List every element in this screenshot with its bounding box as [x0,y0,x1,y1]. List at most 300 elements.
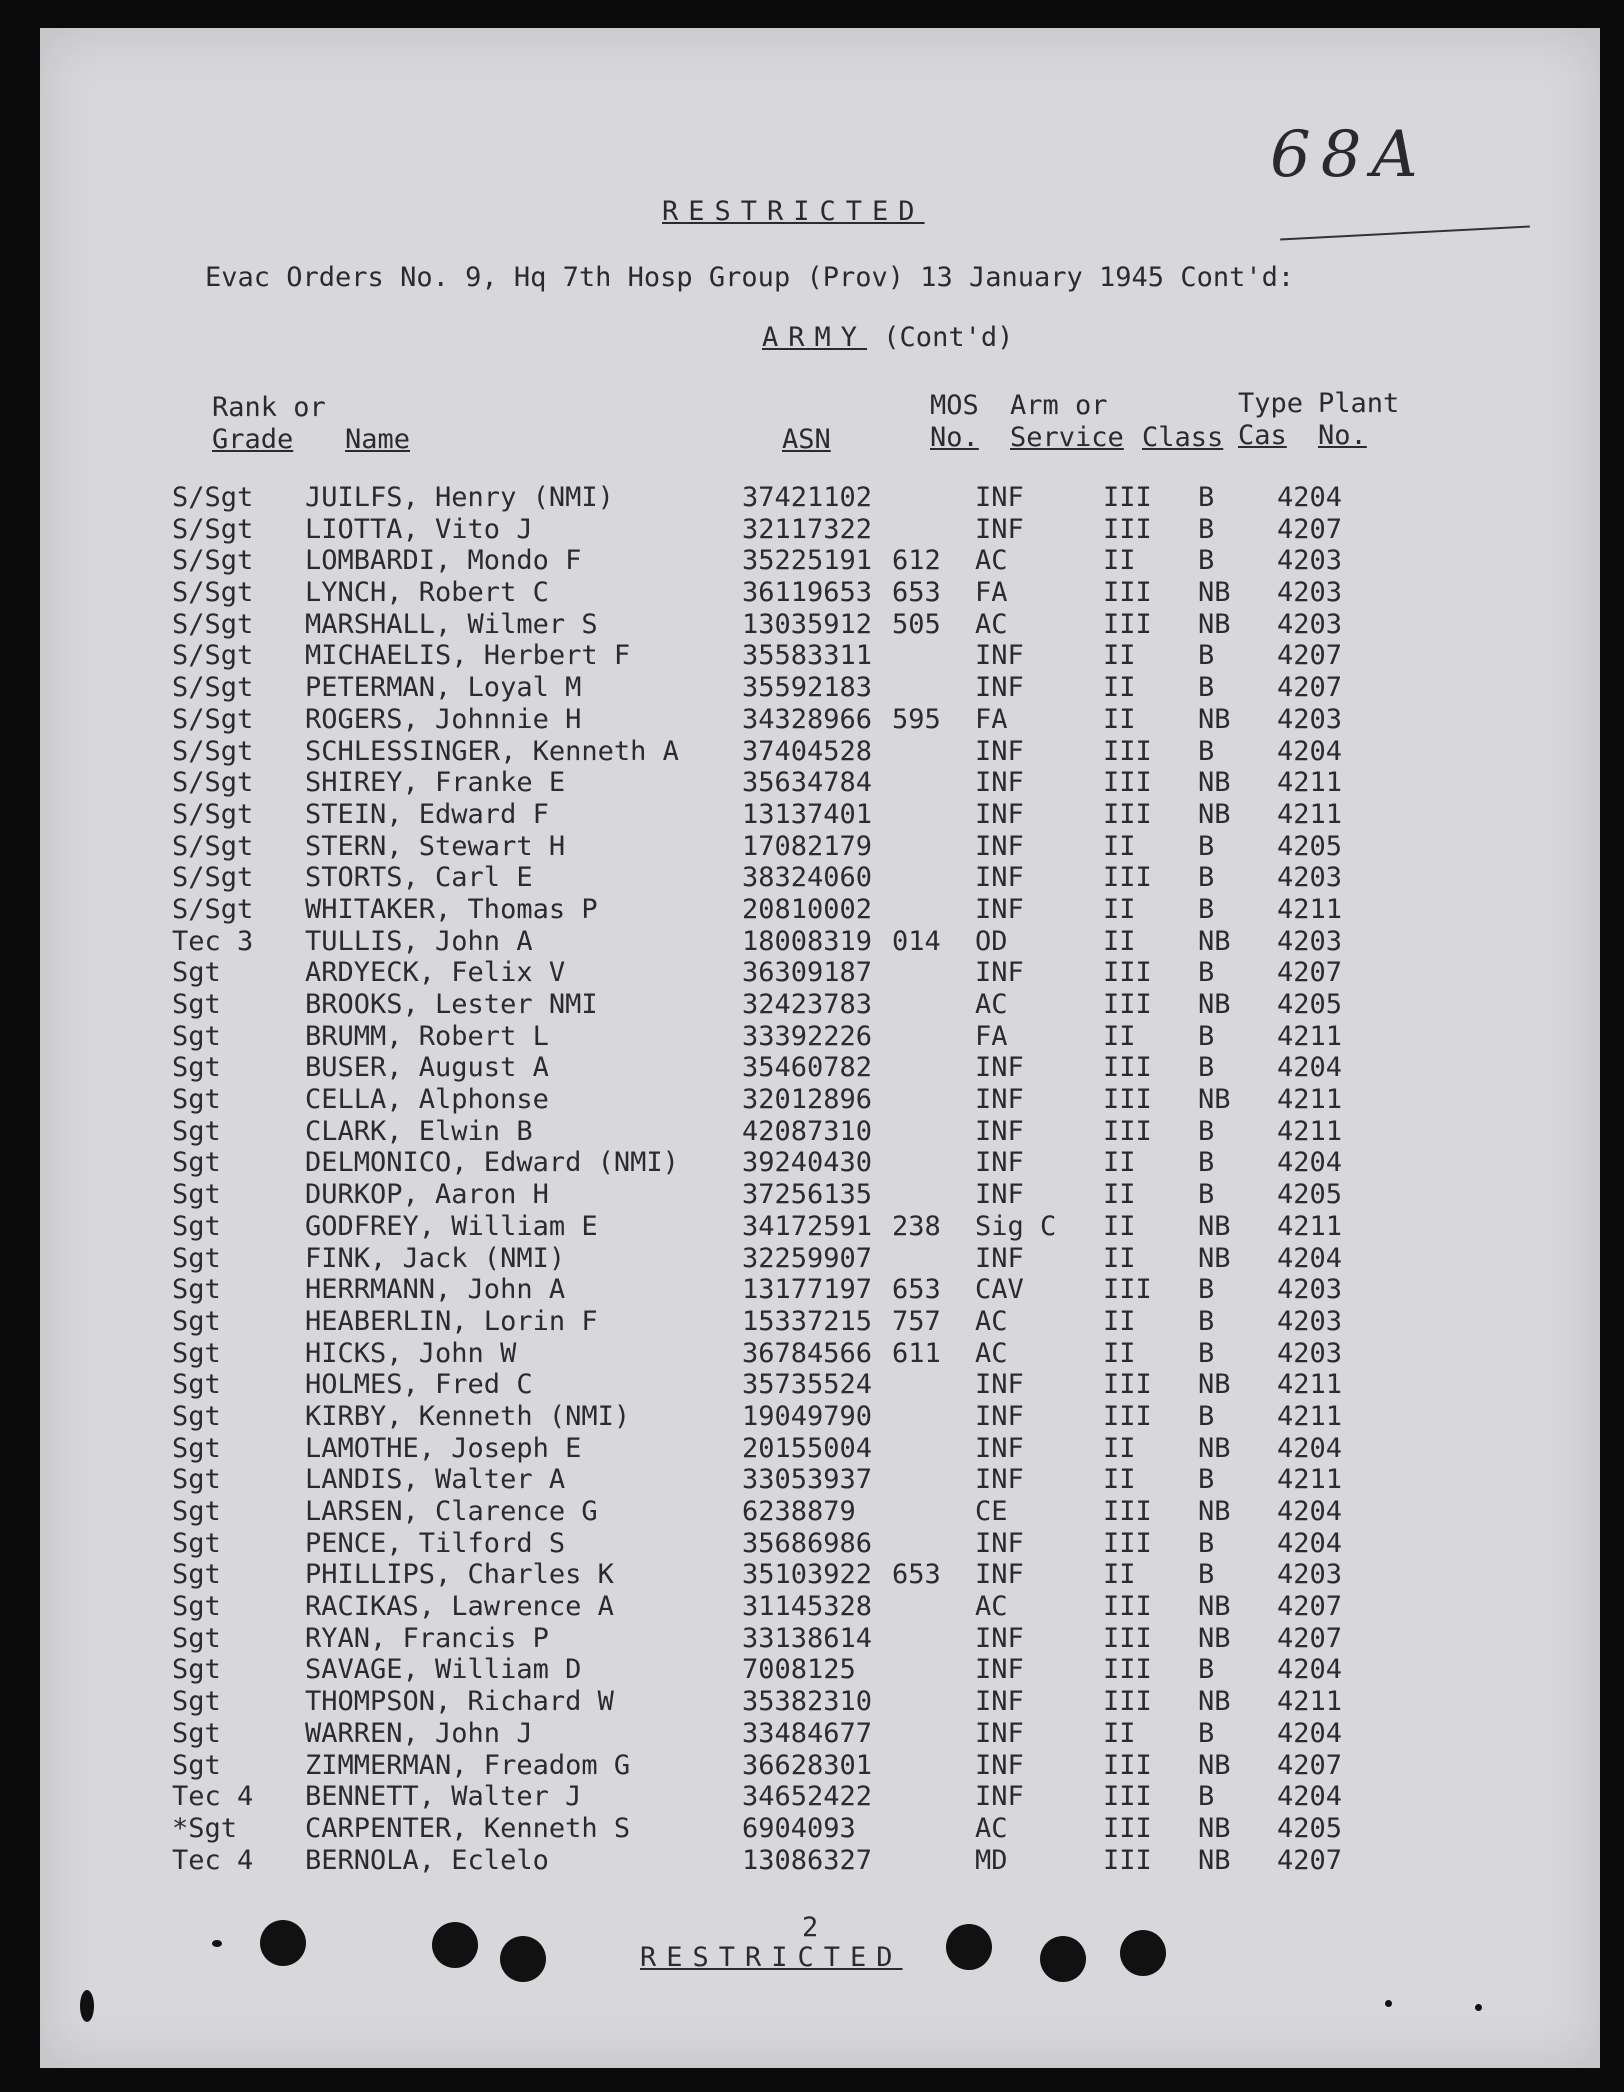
cell-class: III [1103,1274,1152,1306]
table-row [0,577,1624,609]
cell-plant: 4205 [1277,1179,1343,1211]
roster-table [0,482,1624,1876]
cell-asn: 33138614 [742,1622,873,1654]
cell-mos: 505 [892,608,941,640]
cell-name: LOMBARDI, Mondo F [305,545,582,577]
cell-mos: 014 [892,925,941,957]
punch-hole [260,1920,306,1966]
table-row [0,1528,1624,1560]
cell-rank: S/Sgt [172,672,254,704]
cell-plant: 4207 [1277,957,1343,989]
cell-name: LIOTTA, Vito J [305,513,533,545]
cell-name: SHIREY, Franke E [305,767,566,799]
cell-asn: 19049790 [742,1400,873,1432]
cell-asn: 37404528 [742,735,873,767]
cell-class: II [1103,830,1136,862]
cell-rank: Sgt [172,1020,221,1052]
cell-plant: 4205 [1277,989,1343,1020]
cell-rank: S/Sgt [172,767,254,799]
table-row [0,1243,1624,1275]
cell-class: III [1103,513,1152,545]
handwritten-page-mark: 68A [1270,118,1428,192]
table-row [0,1750,1624,1782]
cell-class: II [1103,1717,1136,1749]
cell-rank: Sgt [172,1432,221,1464]
table-row [0,1591,1624,1623]
cell-asn: 13137401 [742,798,873,830]
cell-type: B [1198,1305,1215,1337]
cell-type: NB [1198,925,1231,957]
cell-asn: 36119653 [742,577,873,609]
col-header-arm: Arm or Service [1010,390,1124,453]
cell-class: III [1103,735,1152,767]
cell-asn: 32423783 [742,989,873,1020]
cell-name: JUILFS, Henry (NMI) [305,482,614,513]
cell-asn: 35583311 [742,640,873,672]
cell-plant: 4204 [1277,1717,1343,1749]
cell-name: KIRBY, Kenneth (NMI) [305,1400,631,1432]
cell-class: III [1103,1654,1152,1686]
cell-class: II [1103,1432,1136,1464]
orders-subtitle: Evac Orders No. 9, Hq 7th Hosp Group (Prov) 13 January 1945 Cont'd: [205,262,1295,293]
cell-rank: Sgt [172,1274,221,1306]
cell-class: III [1103,482,1152,513]
cell-class: III [1103,577,1152,609]
cell-rank: S/Sgt [172,513,254,545]
cell-plant: 4207 [1277,1622,1343,1654]
cell-class: II [1103,1464,1136,1496]
cell-plant: 4203 [1277,1274,1343,1306]
cell-rank: Sgt [172,1084,221,1116]
cell-class: II [1103,1305,1136,1337]
cell-rank: S/Sgt [172,893,254,925]
cell-arm: INF [975,482,1024,513]
cell-name: HOLMES, Fred C [305,1369,533,1401]
ink-speck [1385,2000,1392,2007]
cell-plant: 4211 [1277,1084,1343,1116]
cell-arm: OD [975,925,1008,957]
table-row [0,989,1624,1021]
punch-hole [1040,1936,1086,1982]
cell-name: CLARK, Elwin B [305,1115,533,1147]
col-header-class: Class [1142,422,1224,453]
cell-type: B [1198,1115,1215,1147]
cell-arm: FA [975,1020,1008,1052]
cell-type: NB [1198,798,1231,830]
cell-name: STEIN, Edward F [305,798,549,830]
cell-class: III [1103,989,1152,1020]
cell-arm: INF [975,735,1024,767]
table-row [0,831,1624,863]
cell-plant: 4207 [1277,1844,1343,1876]
cell-name: BUSER, August A [305,1052,549,1084]
cell-type: NB [1198,703,1231,735]
cell-type: B [1198,1464,1215,1496]
cell-arm: INF [975,957,1024,989]
cell-type: B [1198,1337,1215,1369]
cell-rank: Sgt [172,1115,221,1147]
cell-name: SCHLESSINGER, Kenneth A [305,735,679,767]
cell-asn: 35382310 [742,1686,873,1718]
cell-asn: 39240430 [742,1147,873,1179]
cell-rank: Sgt [172,1147,221,1179]
cell-arm: FA [975,577,1008,609]
cell-class: III [1103,1052,1152,1084]
cell-plant: 4207 [1277,640,1343,672]
cell-class: III [1103,1591,1152,1623]
cell-name: CARPENTER, Kenneth S [305,1812,631,1844]
cell-plant: 4203 [1277,608,1343,640]
cell-rank: S/Sgt [172,862,254,894]
cell-plant: 4204 [1277,482,1343,513]
cell-mos: 653 [892,1274,941,1306]
cell-mos: 612 [892,545,941,577]
cell-name: GODFREY, William E [305,1210,598,1242]
section-heading [762,322,1013,353]
cell-class: III [1103,1369,1152,1401]
cell-name: HEABERLIN, Lorin F [305,1305,598,1337]
cell-rank: S/Sgt [172,703,254,735]
cell-arm: CAV [975,1274,1024,1306]
cell-type: B [1198,957,1215,989]
cell-arm: INF [975,798,1024,830]
cell-rank: Sgt [172,1464,221,1496]
cell-plant: 4203 [1277,703,1343,735]
cell-plant: 4204 [1277,1147,1343,1179]
table-row [0,482,1624,514]
cell-rank: *Sgt [172,1812,238,1844]
cell-asn: 36784566 [742,1337,873,1369]
cell-name: LANDIS, Walter A [305,1464,566,1496]
table-row [0,704,1624,736]
cell-arm: INF [975,1654,1024,1686]
cell-rank: Sgt [172,1400,221,1432]
cell-name: LAMOTHE, Joseph E [305,1432,582,1464]
cell-asn: 33484677 [742,1717,873,1749]
cell-plant: 4205 [1277,1812,1343,1844]
cell-asn: 7008125 [742,1654,856,1686]
cell-arm: INF [975,1622,1024,1654]
cell-name: RACIKAS, Lawrence A [305,1591,614,1623]
cell-asn: 20155004 [742,1432,873,1464]
table-row [0,545,1624,577]
cell-asn: 20810002 [742,893,873,925]
col-header-plant: Plant No. [1318,388,1400,451]
cell-class: II [1103,1020,1136,1052]
cell-arm: AC [975,989,1008,1020]
cell-plant: 4204 [1277,1654,1343,1686]
cell-class: II [1103,545,1136,577]
cell-rank: Sgt [172,1654,221,1686]
cell-class: II [1103,1147,1136,1179]
cell-arm: INF [975,1749,1024,1781]
cell-plant: 4207 [1277,513,1343,545]
restricted-header: RESTRICTED [662,196,925,227]
table-row [0,1084,1624,1116]
cell-class: II [1103,640,1136,672]
cell-plant: 4207 [1277,672,1343,704]
cell-type: B [1198,1717,1215,1749]
cell-asn: 13177197 [742,1274,873,1306]
cell-rank: Sgt [172,1622,221,1654]
cell-type: NB [1198,1686,1231,1718]
cell-name: WHITAKER, Thomas P [305,893,598,925]
cell-plant: 4203 [1277,1305,1343,1337]
table-row [0,609,1624,641]
cell-class: III [1103,1781,1152,1813]
punch-hole [946,1924,992,1970]
cell-name: WARREN, John J [305,1717,533,1749]
cell-asn: 17082179 [742,830,873,862]
cell-class: III [1103,1686,1152,1718]
cell-name: BROOKS, Lester NMI [305,989,598,1020]
cell-arm: AC [975,545,1008,577]
cell-type: NB [1198,1749,1231,1781]
cell-asn: 38324060 [742,862,873,894]
cell-plant: 4211 [1277,1464,1343,1496]
table-row [0,1813,1624,1845]
cell-plant: 4211 [1277,1400,1343,1432]
cell-asn: 37421102 [742,482,873,513]
cell-asn: 35686986 [742,1527,873,1559]
table-row [0,767,1624,799]
cell-asn: 34328966 [742,703,873,735]
cell-asn: 13086327 [742,1844,873,1876]
cell-asn: 34172591 [742,1210,873,1242]
cell-rank: Sgt [172,957,221,989]
cell-plant: 4203 [1277,545,1343,577]
cell-arm: INF [975,1400,1024,1432]
cell-rank: Sgt [172,1559,221,1591]
cell-asn: 6238879 [742,1496,856,1527]
cell-type: NB [1198,1432,1231,1464]
cell-mos: 238 [892,1210,941,1242]
cell-class: III [1103,798,1152,830]
cell-arm: INF [975,1084,1024,1116]
table-row [0,1116,1624,1148]
cell-type: NB [1198,1084,1231,1116]
cell-type: B [1198,735,1215,767]
cell-arm: INF [975,1369,1024,1401]
cell-mos: 611 [892,1337,941,1369]
cell-class: II [1103,703,1136,735]
cell-asn: 35225191 [742,545,873,577]
cell-type: B [1198,1400,1215,1432]
cell-name: BENNETT, Walter J [305,1781,582,1813]
table-row [0,1369,1624,1401]
cell-class: III [1103,1115,1152,1147]
cell-arm: FA [975,703,1008,735]
cell-name: DELMONICO, Edward (NMI) [305,1147,679,1179]
cell-type: NB [1198,608,1231,640]
cell-class: III [1103,1084,1152,1116]
cell-name: ARDYECK, Felix V [305,957,566,989]
cell-class: III [1103,957,1152,989]
cell-asn: 35634784 [742,767,873,799]
cell-type: NB [1198,989,1231,1020]
table-row [0,1401,1624,1433]
table-row [0,1211,1624,1243]
cell-asn: 34652422 [742,1781,873,1813]
table-row [0,799,1624,831]
cell-type: NB [1198,767,1231,799]
cell-arm: Sig C [975,1210,1057,1242]
table-row [0,1433,1624,1465]
cell-mos: 653 [892,1559,941,1591]
cell-plant: 4204 [1277,735,1343,767]
cell-name: MICHAELIS, Herbert F [305,640,631,672]
cell-rank: Sgt [172,1717,221,1749]
table-row [0,1147,1624,1179]
table-row [0,926,1624,958]
cell-mos: 653 [892,577,941,609]
cell-type: B [1198,862,1215,894]
cell-name: PENCE, Tilford S [305,1527,566,1559]
table-row [0,1021,1624,1053]
page-number: 2 [802,1912,819,1943]
cell-arm: INF [975,893,1024,925]
cell-type: B [1198,1274,1215,1306]
cell-class: III [1103,608,1152,640]
table-row [0,1781,1624,1813]
cell-asn: 32117322 [742,513,873,545]
cell-arm: INF [975,1559,1024,1591]
cell-plant: 4203 [1277,862,1343,894]
cell-name: RYAN, Francis P [305,1622,549,1654]
cell-plant: 4204 [1277,1052,1343,1084]
cell-name: BERNOLA, Eclelo [305,1844,549,1876]
table-row [0,1306,1624,1338]
cell-arm: INF [975,767,1024,799]
cell-type: NB [1198,1622,1231,1654]
cell-rank: S/Sgt [172,798,254,830]
cell-type: B [1198,640,1215,672]
cell-arm: INF [975,1115,1024,1147]
cell-plant: 4211 [1277,798,1343,830]
cell-type: B [1198,830,1215,862]
cell-rank: S/Sgt [172,735,254,767]
cell-name: ROGERS, Johnnie H [305,703,582,735]
table-row [0,514,1624,546]
cell-type: NB [1198,1591,1231,1623]
cell-rank: Sgt [172,1242,221,1274]
cell-plant: 4207 [1277,1591,1343,1623]
cell-type: NB [1198,577,1231,609]
cell-mos: 595 [892,703,941,735]
cell-type: NB [1198,1812,1231,1844]
cell-class: II [1103,1337,1136,1369]
cell-class: II [1103,672,1136,704]
cell-plant: 4211 [1277,893,1343,925]
table-row [0,957,1624,989]
cell-plant: 4204 [1277,1432,1343,1464]
punch-hole [1120,1930,1166,1976]
cell-name: PHILLIPS, Charles K [305,1559,614,1591]
cell-name: HERRMANN, John A [305,1274,566,1306]
cell-type: B [1198,482,1215,513]
cell-name: SAVAGE, William D [305,1654,582,1686]
cell-arm: INF [975,1432,1024,1464]
cell-rank: Sgt [172,1686,221,1718]
cell-plant: 4211 [1277,1369,1343,1401]
cell-class: III [1103,767,1152,799]
cell-name: CELLA, Alphonse [305,1084,549,1116]
cell-type: B [1198,1020,1215,1052]
table-row [0,1686,1624,1718]
cell-arm: INF [975,640,1024,672]
cell-name: THOMPSON, Richard W [305,1686,614,1718]
punch-hole [432,1922,478,1968]
table-row [0,640,1624,672]
cell-type: B [1198,1559,1215,1591]
cell-class: II [1103,1559,1136,1591]
cell-arm: INF [975,1052,1024,1084]
cell-rank: Sgt [172,1527,221,1559]
cell-arm: AC [975,1305,1008,1337]
cell-asn: 33053937 [742,1464,873,1496]
cell-arm: AC [975,1337,1008,1369]
cell-rank: S/Sgt [172,830,254,862]
table-row [0,736,1624,768]
cell-asn: 13035912 [742,608,873,640]
cell-plant: 4211 [1277,767,1343,799]
cell-class: III [1103,1527,1152,1559]
cell-arm: INF [975,1464,1024,1496]
ink-speck [212,1940,222,1947]
table-row [0,1179,1624,1211]
punch-hole [500,1936,546,1982]
cell-plant: 4205 [1277,830,1343,862]
cell-mos: 757 [892,1305,941,1337]
cell-plant: 4203 [1277,577,1343,609]
cell-rank: Tec 4 [172,1844,254,1876]
cell-arm: INF [975,1527,1024,1559]
table-row [0,672,1624,704]
cell-plant: 4207 [1277,1749,1343,1781]
cell-rank: Sgt [172,1052,221,1084]
cell-plant: 4204 [1277,1242,1343,1274]
cell-class: III [1103,1812,1152,1844]
table-row [0,1845,1624,1877]
cell-plant: 4204 [1277,1496,1343,1527]
cell-name: DURKOP, Aaron H [305,1179,549,1211]
cell-type: NB [1198,1242,1231,1274]
cell-asn: 42087310 [742,1115,873,1147]
cell-plant: 4211 [1277,1115,1343,1147]
cell-name: LYNCH, Robert C [305,577,549,609]
cell-plant: 4203 [1277,1337,1343,1369]
cell-rank: Tec 4 [172,1781,254,1813]
cell-type: B [1198,513,1215,545]
table-row [0,894,1624,926]
col-header-name: Name [345,424,411,455]
cell-plant: 4204 [1277,1527,1343,1559]
cell-type: B [1198,893,1215,925]
restricted-footer: RESTRICTED [640,1942,903,1973]
cell-rank: Sgt [172,1305,221,1337]
cell-class: III [1103,1622,1152,1654]
cell-name: BRUMM, Robert L [305,1020,549,1052]
cell-class: II [1103,1210,1136,1242]
cell-arm: INF [975,1686,1024,1718]
cell-plant: 4203 [1277,925,1343,957]
section-title: ARMY [762,322,868,353]
cell-class: III [1103,1400,1152,1432]
cell-rank: S/Sgt [172,608,254,640]
cell-name: HICKS, John W [305,1337,517,1369]
cell-asn: 32259907 [742,1242,873,1274]
cell-name: LARSEN, Clarence G [305,1496,598,1527]
